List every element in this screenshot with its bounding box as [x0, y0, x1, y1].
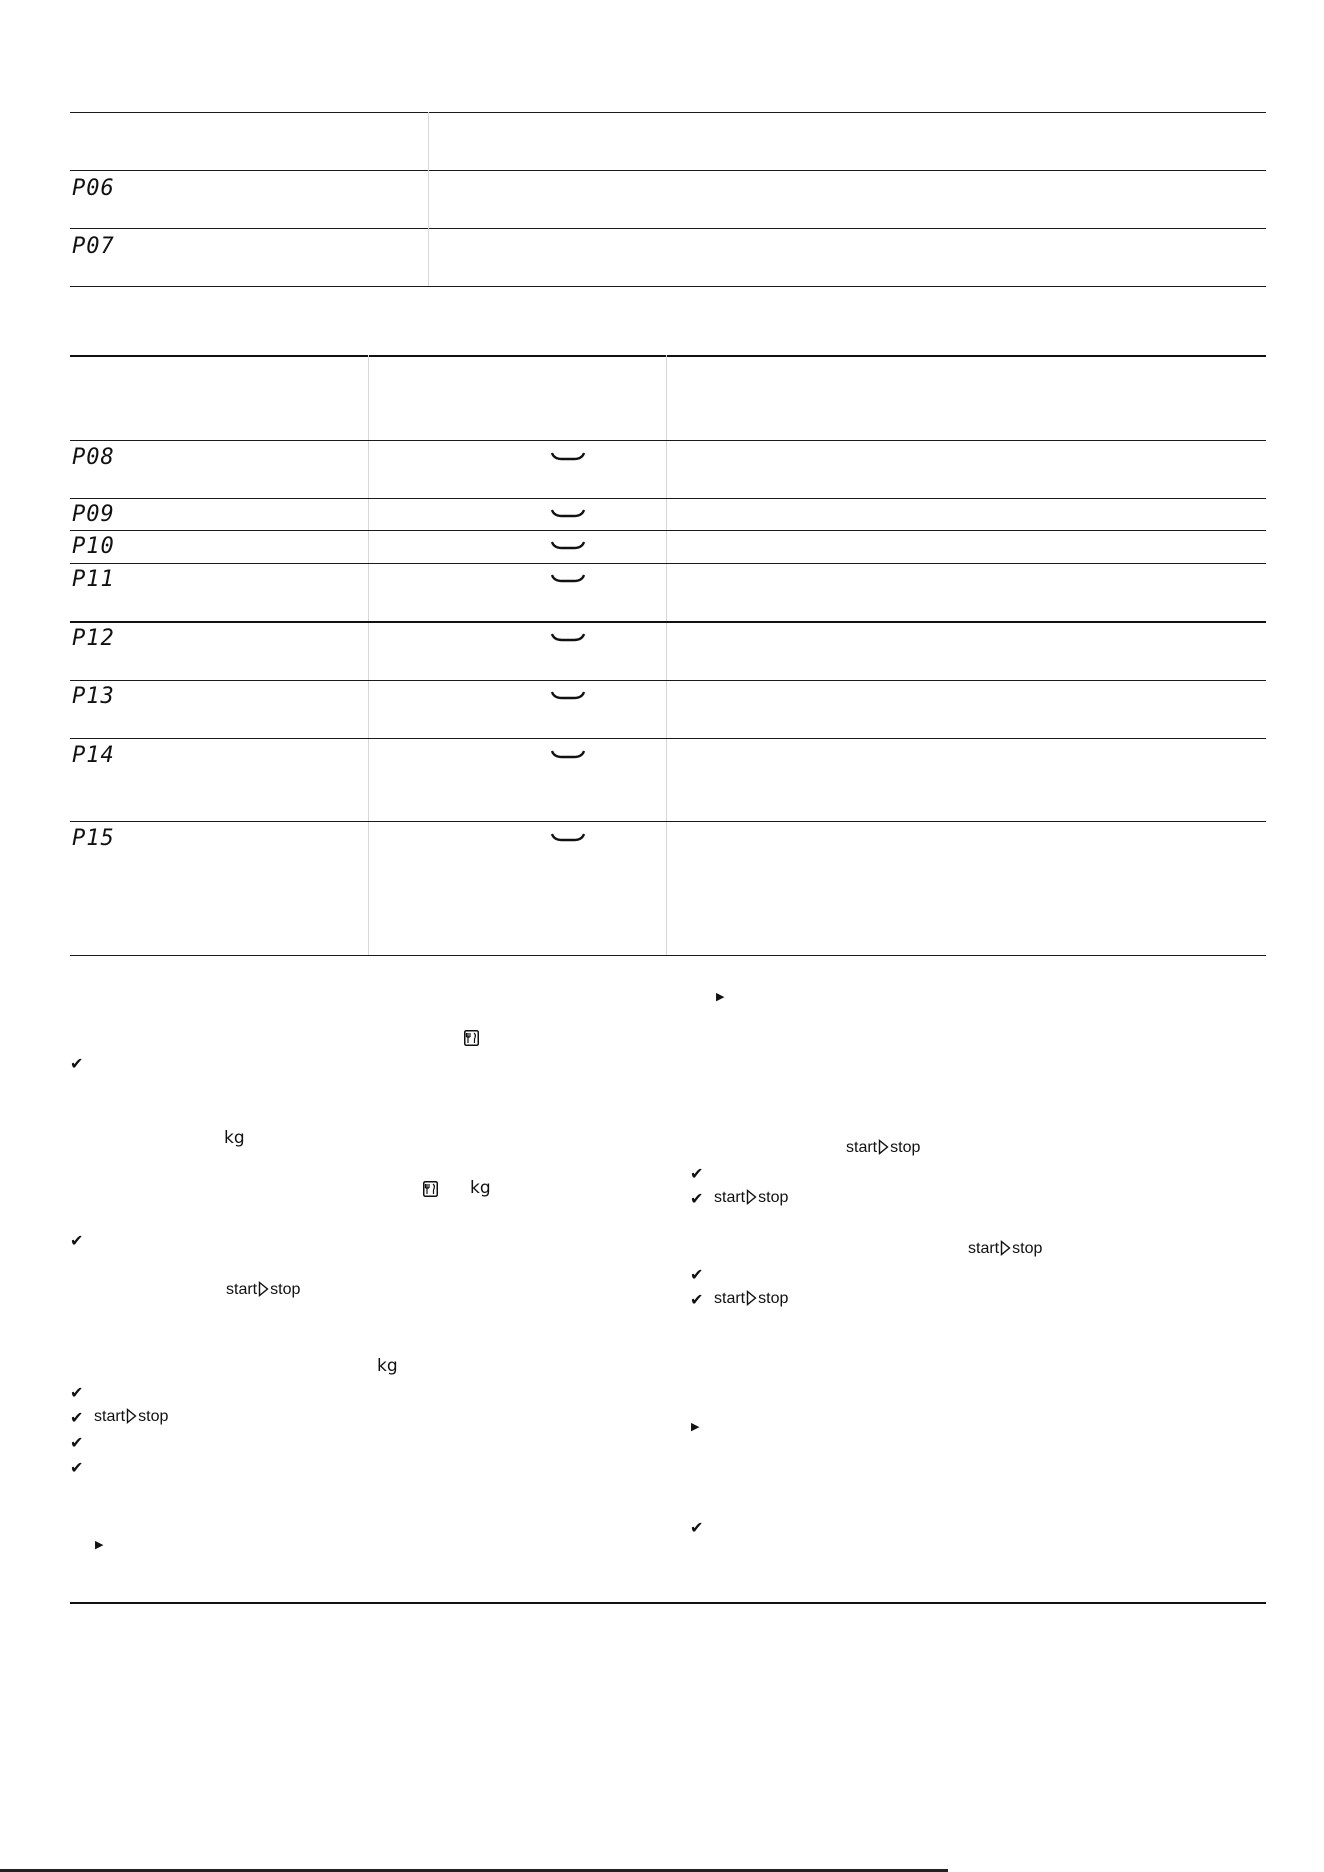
- curved-tray-icon: [550, 831, 586, 845]
- check-icon: ✔: [70, 1231, 84, 1250]
- table2-row-rule: [70, 821, 1266, 822]
- check-icon: ✔: [70, 1408, 84, 1427]
- table2-row-rule: [70, 498, 1266, 499]
- table2-row-rule: [70, 738, 1266, 739]
- triangle-bullet-icon: ▶: [716, 990, 725, 1003]
- curved-tray-icon: [550, 748, 586, 762]
- curved-tray-icon: [550, 450, 586, 464]
- play-triangle-icon: [126, 1408, 137, 1424]
- program-code-p14: P14: [72, 743, 115, 768]
- table2-row-rule: [70, 530, 1266, 531]
- table1-bottom-rule: [70, 286, 1266, 287]
- curved-tray-icon: [550, 631, 586, 645]
- start-label: start: [846, 1139, 878, 1156]
- table1-row-rule: [70, 228, 1266, 229]
- check-icon: ✔: [70, 1458, 84, 1477]
- check-icon: ✔: [690, 1265, 704, 1284]
- check-icon: ✔: [70, 1383, 84, 1402]
- stop-label: stop: [270, 1281, 301, 1298]
- start-stop-button-label: [968, 1240, 1042, 1258]
- start-stop-button-label: [226, 1281, 300, 1299]
- check-icon: ✔: [690, 1518, 704, 1537]
- page-bottom-rule: [70, 1602, 1266, 1604]
- stop-label: stop: [1012, 1240, 1043, 1257]
- program-code-p15: P15: [72, 826, 115, 851]
- check-icon: ✔: [70, 1433, 84, 1452]
- triangle-bullet-icon: ▶: [691, 1420, 700, 1433]
- table2-row-rule: [70, 680, 1266, 681]
- curved-tray-icon: [550, 539, 586, 553]
- check-icon: ✔: [70, 1054, 84, 1073]
- kg-unit: kg: [377, 1356, 398, 1376]
- table2-top-rule: [70, 355, 1266, 357]
- play-triangle-icon: [746, 1290, 757, 1306]
- program-code-p07: P07: [72, 234, 115, 259]
- program-code-p09: P09: [72, 502, 115, 527]
- start-label: start: [94, 1408, 126, 1425]
- stop-label: stop: [758, 1290, 789, 1307]
- start-label: start: [714, 1189, 746, 1206]
- program-code-p13: P13: [72, 684, 115, 709]
- start-stop-button-label: [714, 1189, 788, 1207]
- start-stop-button-label: [846, 1139, 920, 1157]
- triangle-bullet-icon: ▶: [95, 1538, 104, 1551]
- curved-tray-icon: [550, 572, 586, 586]
- check-icon: ✔: [690, 1164, 704, 1183]
- tools-icon: [423, 1181, 438, 1197]
- program-code-p06: P06: [72, 176, 115, 201]
- play-triangle-icon: [1000, 1240, 1011, 1256]
- program-code-p10: P10: [72, 534, 115, 559]
- start-label: start: [968, 1240, 1000, 1257]
- start-label: start: [714, 1290, 746, 1307]
- tools-icon: [464, 1030, 479, 1046]
- play-triangle-icon: [878, 1139, 889, 1155]
- table2-row-rule: [70, 440, 1266, 441]
- table1-top-rule: [70, 112, 1266, 113]
- table1-column-divider: [428, 112, 429, 286]
- table2-column-divider-2: [666, 355, 667, 955]
- curved-tray-icon: [550, 689, 586, 703]
- program-code-p11: P11: [72, 567, 115, 592]
- curved-tray-icon: [550, 507, 586, 521]
- play-triangle-icon: [258, 1281, 269, 1297]
- check-icon: ✔: [690, 1189, 704, 1208]
- kg-unit: kg: [224, 1128, 245, 1148]
- stop-label: stop: [758, 1189, 789, 1206]
- start-label: start: [226, 1281, 258, 1298]
- table1-row-rule: [70, 170, 1266, 171]
- table2-row-rule: [70, 563, 1266, 564]
- table2-column-divider-1: [368, 355, 369, 955]
- play-triangle-icon: [746, 1189, 757, 1205]
- program-code-p08: P08: [72, 445, 115, 470]
- stop-label: stop: [138, 1408, 169, 1425]
- table2-row-rule: [70, 621, 1266, 623]
- start-stop-button-label: [714, 1290, 788, 1308]
- check-icon: ✔: [690, 1290, 704, 1309]
- start-stop-button-label: [94, 1408, 168, 1426]
- kg-unit: kg: [470, 1178, 491, 1198]
- stop-label: stop: [890, 1139, 921, 1156]
- program-code-p12: P12: [72, 626, 115, 651]
- table2-bottom-rule: [70, 955, 1266, 956]
